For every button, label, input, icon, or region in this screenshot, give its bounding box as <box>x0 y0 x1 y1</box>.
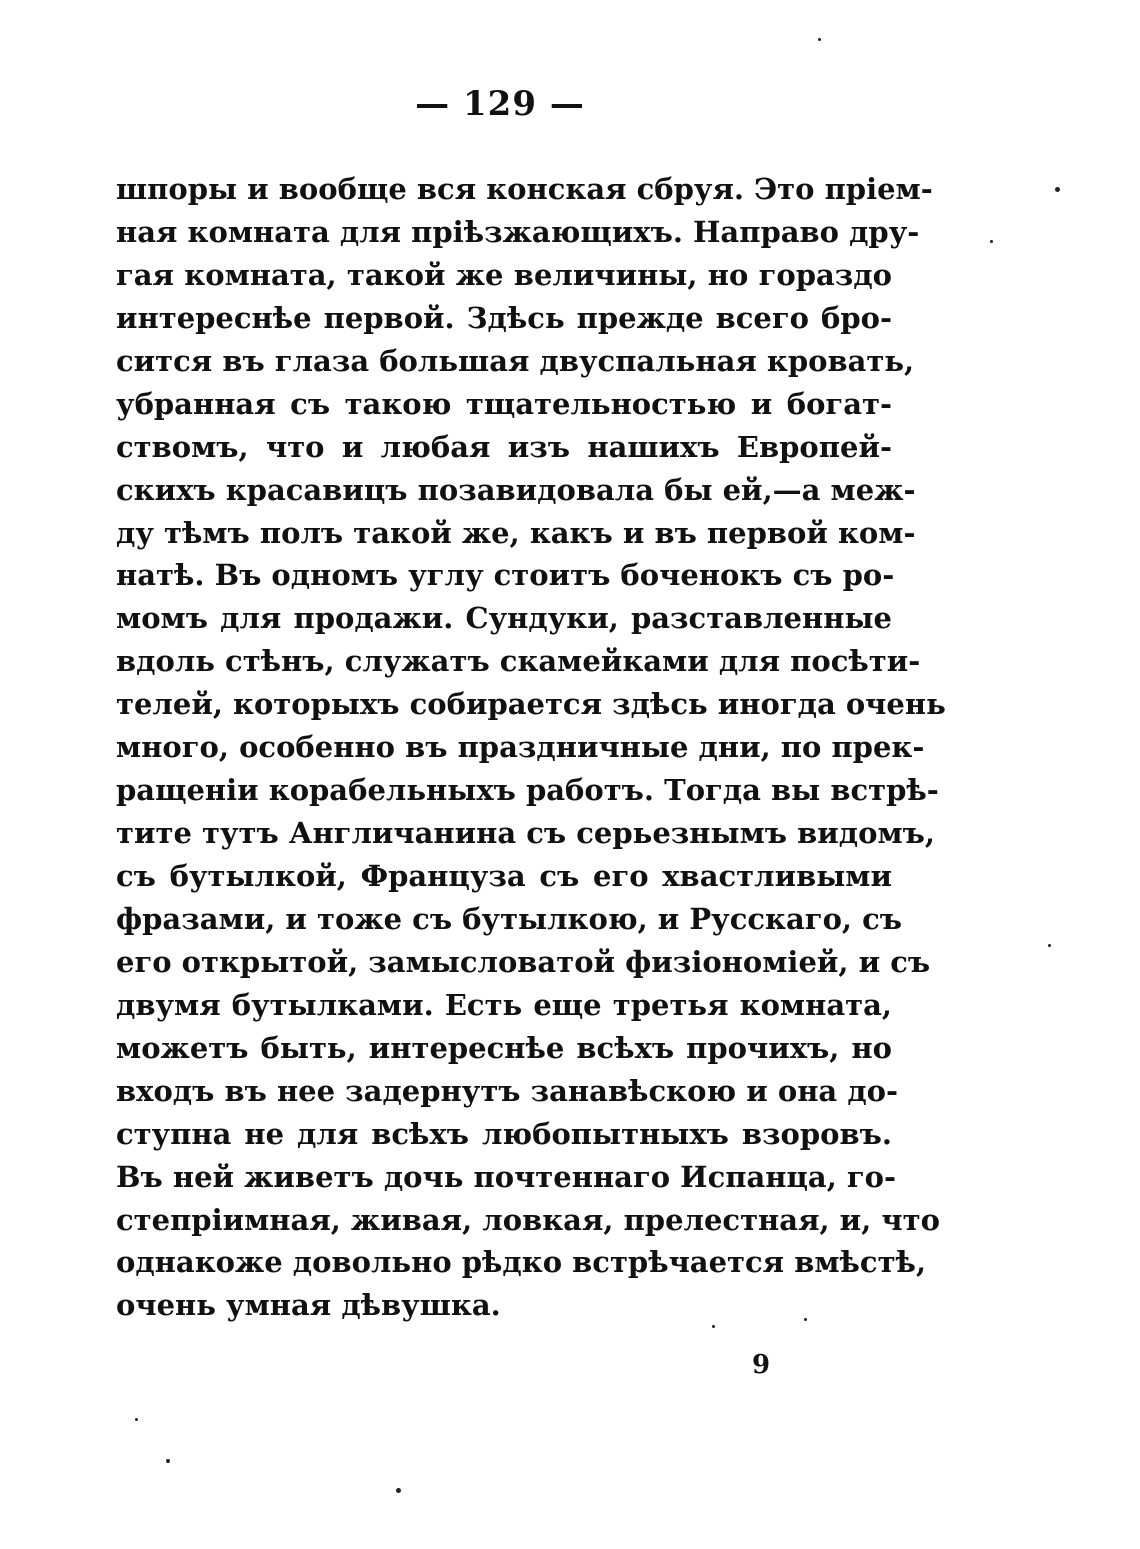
text-line: двумя бутылками. Есть еще третья комната, <box>116 987 892 1022</box>
text-line: гая комната, такой же величины, но гораздо <box>116 257 892 292</box>
text-line: интереснѣе первой. Здѣсь прежде всего бро- <box>116 300 892 335</box>
text-line: шпоры и вообще вся конская сбруя. Это пріем- <box>116 172 933 206</box>
scan-speck <box>166 1459 170 1463</box>
scan-speck <box>990 240 993 243</box>
text-line: момъ для продажи. Сундуки, разставленные <box>116 601 892 636</box>
text-line: ду тѣмъ полъ такой же, какъ и въ первой ком- <box>116 515 916 550</box>
text-line: ная комната для пріѣзжающихъ. Направо дру- <box>116 214 920 249</box>
text-line: входъ въ нее задернутъ занавѣскою и она до- <box>116 1073 899 1108</box>
text-line: Въ ней живетъ дочь почтеннаго Испанца, го- <box>116 1159 897 1194</box>
page-number: — 129 — <box>415 84 585 124</box>
text-line: сится въ глаза большая двуспальная кровать, <box>116 343 915 378</box>
scan-speck <box>135 1418 138 1421</box>
text-line: ращеніи корабельныхъ работъ. Тогда вы встрѣ- <box>116 773 939 808</box>
scan-speck <box>712 1325 715 1328</box>
text-line: фразами, и тоже съ бутылкою, и Русскаго, съ <box>116 901 903 936</box>
text-line: тите тутъ Англичанина съ серьезнымъ видомъ, <box>116 816 935 851</box>
text-line: степріимная, живая, ловкая, прелестная, и, что <box>116 1202 940 1237</box>
text-line: однакоже довольно рѣдко встрѣчается вмѣстѣ, <box>116 1245 927 1280</box>
scan-speck <box>1048 944 1051 947</box>
text-line: съ бутылкой, Француза съ его хвастливыми <box>116 859 892 893</box>
text-line: ствомъ, что и любая изъ нашихъ Европей- <box>116 429 892 464</box>
text-line: убранная съ такою тщательностью и богат- <box>116 386 892 421</box>
text-line-last: очень умная дѣвушка. <box>116 1288 501 1323</box>
scan-speck <box>804 1318 807 1321</box>
scan-speck <box>818 38 821 41</box>
text-line: вдоль стѣнъ, служатъ скамейками для посѣти- <box>116 644 921 679</box>
signature-mark: 9 <box>752 1350 771 1380</box>
scan-speck <box>396 1488 401 1493</box>
scan-speck <box>1055 187 1060 192</box>
body-text <box>116 168 946 1327</box>
text-line: его открытой, замысловатой физіономіей, и съ <box>116 944 931 979</box>
text-line: ступна не для всѣхъ любопытныхъ взоровъ. <box>116 1116 892 1151</box>
text-line: натѣ. Въ одномъ углу стоитъ боченокъ съ ро- <box>116 558 895 593</box>
text-line: телей, которыхъ собирается здѣсь иногда очень <box>116 687 946 722</box>
text-line: можетъ быть, интереснѣе всѣхъ прочихъ, но <box>116 1030 892 1065</box>
text-line: скихъ красавицъ позавидовала бы ей,—а меж- <box>116 472 916 507</box>
text-line: много, особенно въ праздничные дни, по прек- <box>116 730 925 765</box>
